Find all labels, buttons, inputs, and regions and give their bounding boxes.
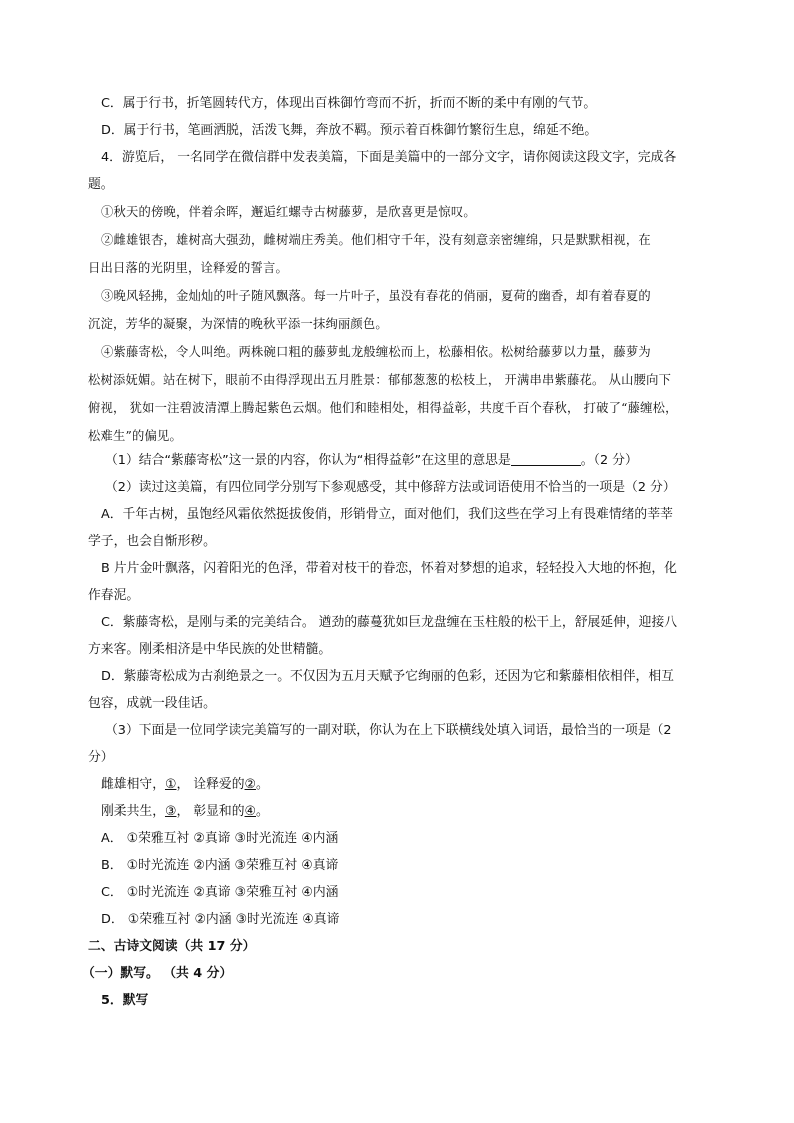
paragraph-3-line-2: 沉淀，芳华的凝聚，为深情的晚秋平添一抹绚丽颜色。 [88,317,388,331]
paragraph-4-line-3: 俯视， 犹如一注碧波清潭上腾起紫色云烟。他们和睦相处，相得益彰，共度千百个春秋， 打破了“藤缠松， [88,401,678,415]
paragraph-3-line-1: ③晚风轻拂，金灿灿的叶子随风飘落。每一片叶子，虽没有春花的俏丽，夏荷的幽香，却有着春夏的 [101,289,651,303]
choice-d-line-1: D．紫藤寄松成为古刹绝景之一。不仅因为五月天赋予它绚丽的色彩，还因为它和紫藤相依相伴，相互 [101,669,674,684]
couplet-blank-4: ④ [244,804,257,819]
question-4-stem-cont: 题。 [88,177,114,192]
paragraph-2-line-2: 日出日落的光阴里，诠释爱的誓言。 [88,261,288,275]
choice-c-line-1: C．紫藤寄松，是刚与柔的完美结合。 遒劲的藤蔓犹如巨龙盘缠在玉柱般的松干上，舒展延伸，迎接八 [101,615,678,630]
sub-question-3-cont: 分） [88,750,114,765]
couplet-option-b: B． ①时光流连 ②内涵 ③荣雅互衬 ④真谛 [101,858,339,873]
question-4-stem: 4．游览后， 一名同学在微信群中发表美篇，下面是美篇中的一部分文字，请你阅读这段文字，完成各 [101,150,677,165]
sub-question-2: （2）读过这美篇，有四位同学分别写下参观感受，其中修辞方法或词语使用不恰当的一项是（2 分） [105,480,676,495]
choice-b-line-2: 作春泥。 [88,588,140,603]
couplet-line-1: 雌雄相守，①， 诠释爱的②。 [101,777,269,792]
paragraph-4-line-1: ④紫藤寄松，令人叫绝。两株碗口粗的藤萝虬龙般缠松而上，松藤相依。松树给藤萝以力量，藤萝为 [101,345,651,359]
paragraph-2-line-1: ②雌雄银杏，雄树高大强劲，雌树端庄秀美。他们相守千年，没有刻意亲密缠绵，只是默默相视，在 [101,233,651,247]
couplet-line-2: 刚柔共生，③， 彰显和的④。 [101,804,269,819]
couplet-option-a: A． ①荣雅互衬 ②真谛 ③时光流连 ④内涵 [101,831,339,846]
couplet-blank-2: ② [244,777,257,792]
couplet-blank-3: ③ [164,804,177,819]
sub-question-1-text: （1）结合“紫藤寄松”这一景的内容，你认为“相得益彰”在这里的意思是 [105,453,511,468]
choice-a-line-1: A．千年古树，虽饱经风霜依然挺拔俊俏，形销骨立，面对他们，我们这些在学习上有畏难情绪的莘莘 [101,507,673,522]
subsection-1-heading: （一）默写。 （共 4 分） [82,966,233,981]
paragraph-1: ①秋天的傍晚，伴着余晖，邂逅红螺寺古树藤萝，是欣喜更是惊叹。 [101,205,476,219]
choice-d-line-2: 包容，成就一段佳话。 [88,696,216,711]
answer-blank[interactable] [511,452,581,466]
sub-question-3: （3）下面是一位同学读完美篇写的一副对联，你认为在上下联横线处填入词语，最恰当的一项是（2 [105,723,672,738]
sub-question-1-score: 。（2 分） [580,453,638,468]
choice-c-line-2: 方来客。刚柔相济是中华民族的处世精髓。 [88,642,332,657]
paragraph-4-line-4: 松难生”的偏见。 [88,429,182,443]
paragraph-4-line-2: 松树添妩媚。站在树下，眼前不由得浮现出五月胜景：郁郁葱葱的松枝上， 开满串串紫藤花。 从山腰向下 [88,373,672,387]
choice-b-line-1: B 片片金叶飘落，闪着阳光的色泽，带着对枝干的眷恋，怀着对梦想的追求，轻轻投入大地的怀抱，化 [101,561,677,576]
couplet-option-d: D． ①荣雅互衬 ②内涵 ③时光流连 ④真谛 [101,912,340,927]
sub-question-1 [105,451,745,471]
couplet-blank-1: ① [164,777,177,792]
question-5: 5．默写 [101,993,149,1008]
couplet-option-c: C． ①时光流连 ②真谛 ③荣雅互衬 ④内涵 [101,885,339,900]
option-d-line: D．属于行书，笔画洒脱，活泼飞舞，奔放不羁。预示着百株御竹繁衍生息，绵延不绝。 [101,123,598,138]
section-2-heading: 二、古诗文阅读（共 17 分） [88,939,256,954]
choice-a-line-2: 学子，也会自惭形秽。 [88,534,216,549]
option-c-line: C．属于行书，折笔圆转代方，体现出百株御竹弯而不折，折而不断的柔中有刚的气节。 [101,96,597,111]
